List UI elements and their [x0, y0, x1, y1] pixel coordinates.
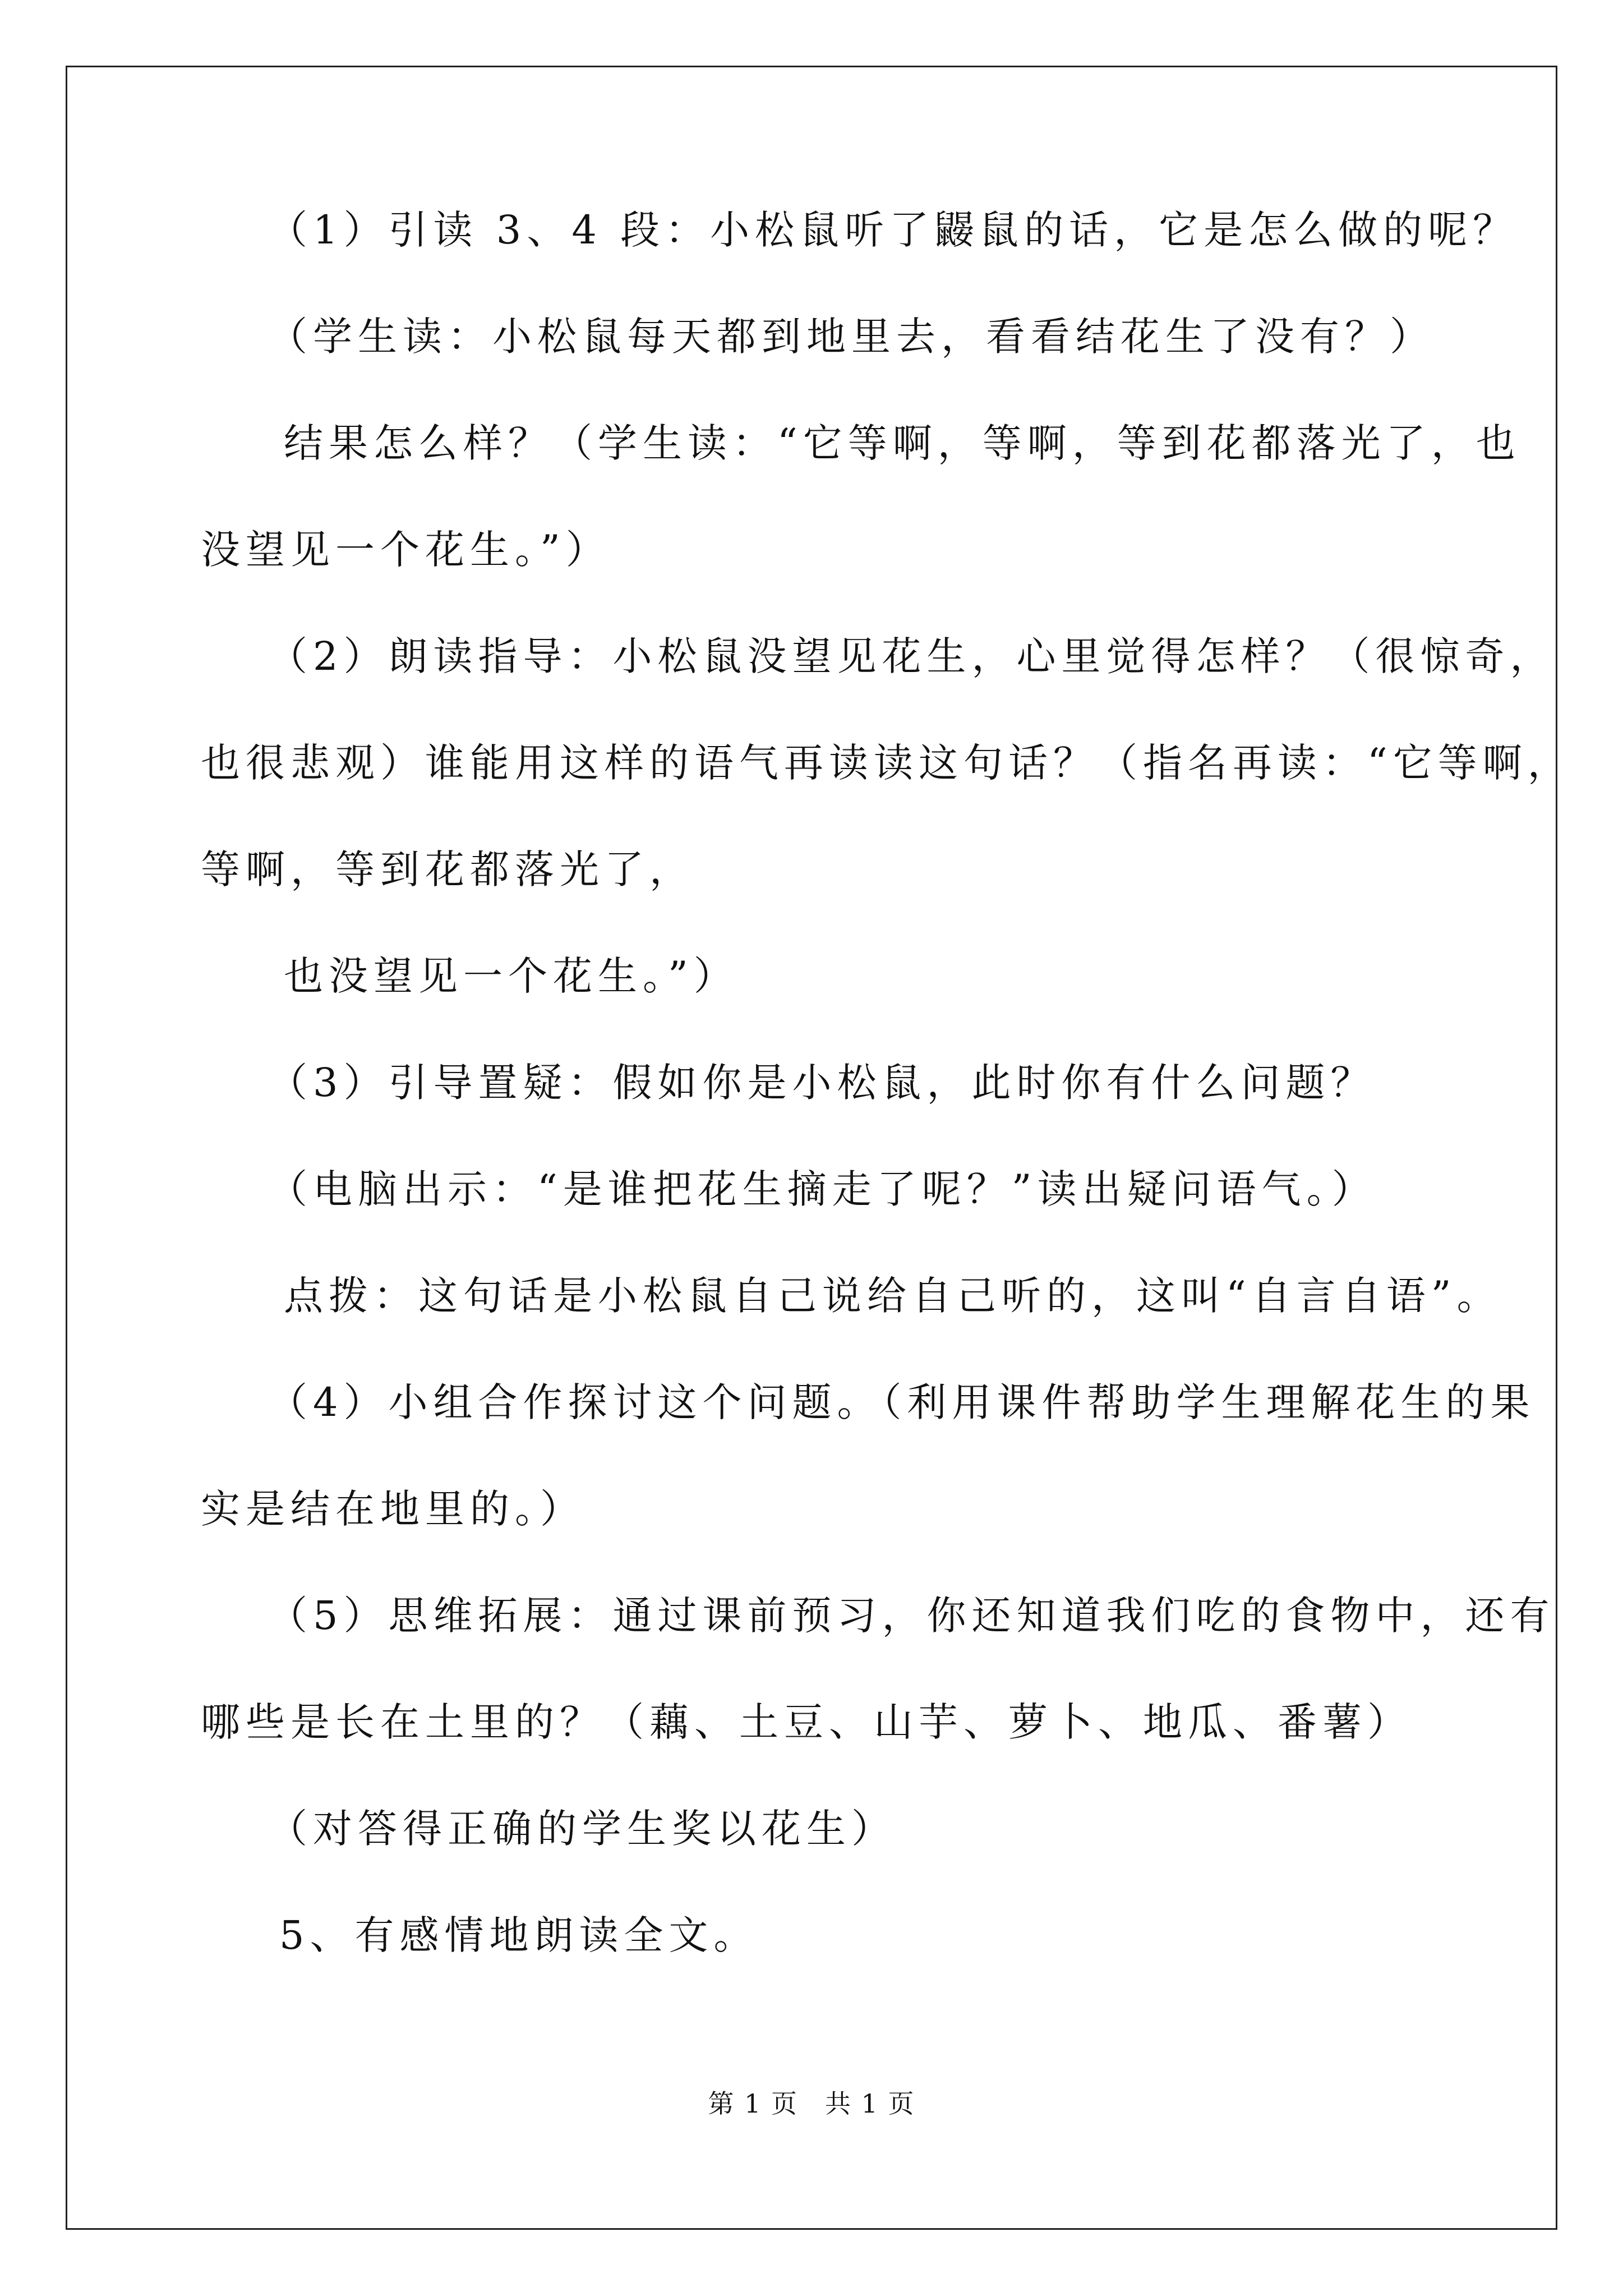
paragraph-line: （电脑出示：“是谁把花生摘走了呢？”读出疑问语气。） [268, 1166, 1377, 1212]
paragraph-line: 也没望见一个花生。”） [284, 953, 739, 999]
page-footer: 第 1 页 共 1 页 [708, 2088, 915, 2119]
paragraph-line: 哪些是长在土里的？（藕、土豆、山芋、萝卜、地瓜、番薯） [201, 1699, 1412, 1745]
paragraph-line: 等啊，等到花都落光了， [201, 846, 694, 892]
paragraph-line: （3）引导置疑：假如你是小松鼠，此时你有什么问题？ [268, 1060, 1376, 1106]
paragraph-line: （5）思维拓展：通过课前预习，你还知道我们吃的食物中，还有 [268, 1593, 1555, 1639]
page-border [66, 66, 1557, 2230]
paragraph-line: （2）朗读指导：小松鼠没望见花生，心里觉得怎样？（很惊奇， [268, 633, 1555, 679]
paragraph-line: （对答得正确的学生奖以花生） [268, 1806, 896, 1852]
paragraph-line: 结果怎么样？（学生读：“它等啊，等啊，等到花都落光了，也 [284, 420, 1521, 466]
paragraph-line: （学生读：小松鼠每天都到地里去，看看结花生了没有？） [268, 314, 1435, 360]
paragraph-line: 5、有感情地朗读全文。 [279, 1912, 759, 1958]
paragraph-line: 也很悲观）谁能用这样的语气再读读这句话？（指名再读：“它等啊， [201, 740, 1573, 786]
paragraph-line: （4）小组合作探讨这个问题。（利用课件帮助学生理解花生的果 [268, 1379, 1536, 1425]
paragraph-line: 点拨：这句话是小松鼠自己说给自己听的，这叫“自言自语”。 [284, 1273, 1502, 1319]
paragraph-line: （1）引读 3、4 段：小松鼠听了鼹鼠的话，它是怎么做的呢？ [268, 207, 1518, 253]
paragraph-line: 实是结在地里的。） [201, 1486, 585, 1532]
paragraph-line: 没望见一个花生。”） [201, 527, 611, 573]
